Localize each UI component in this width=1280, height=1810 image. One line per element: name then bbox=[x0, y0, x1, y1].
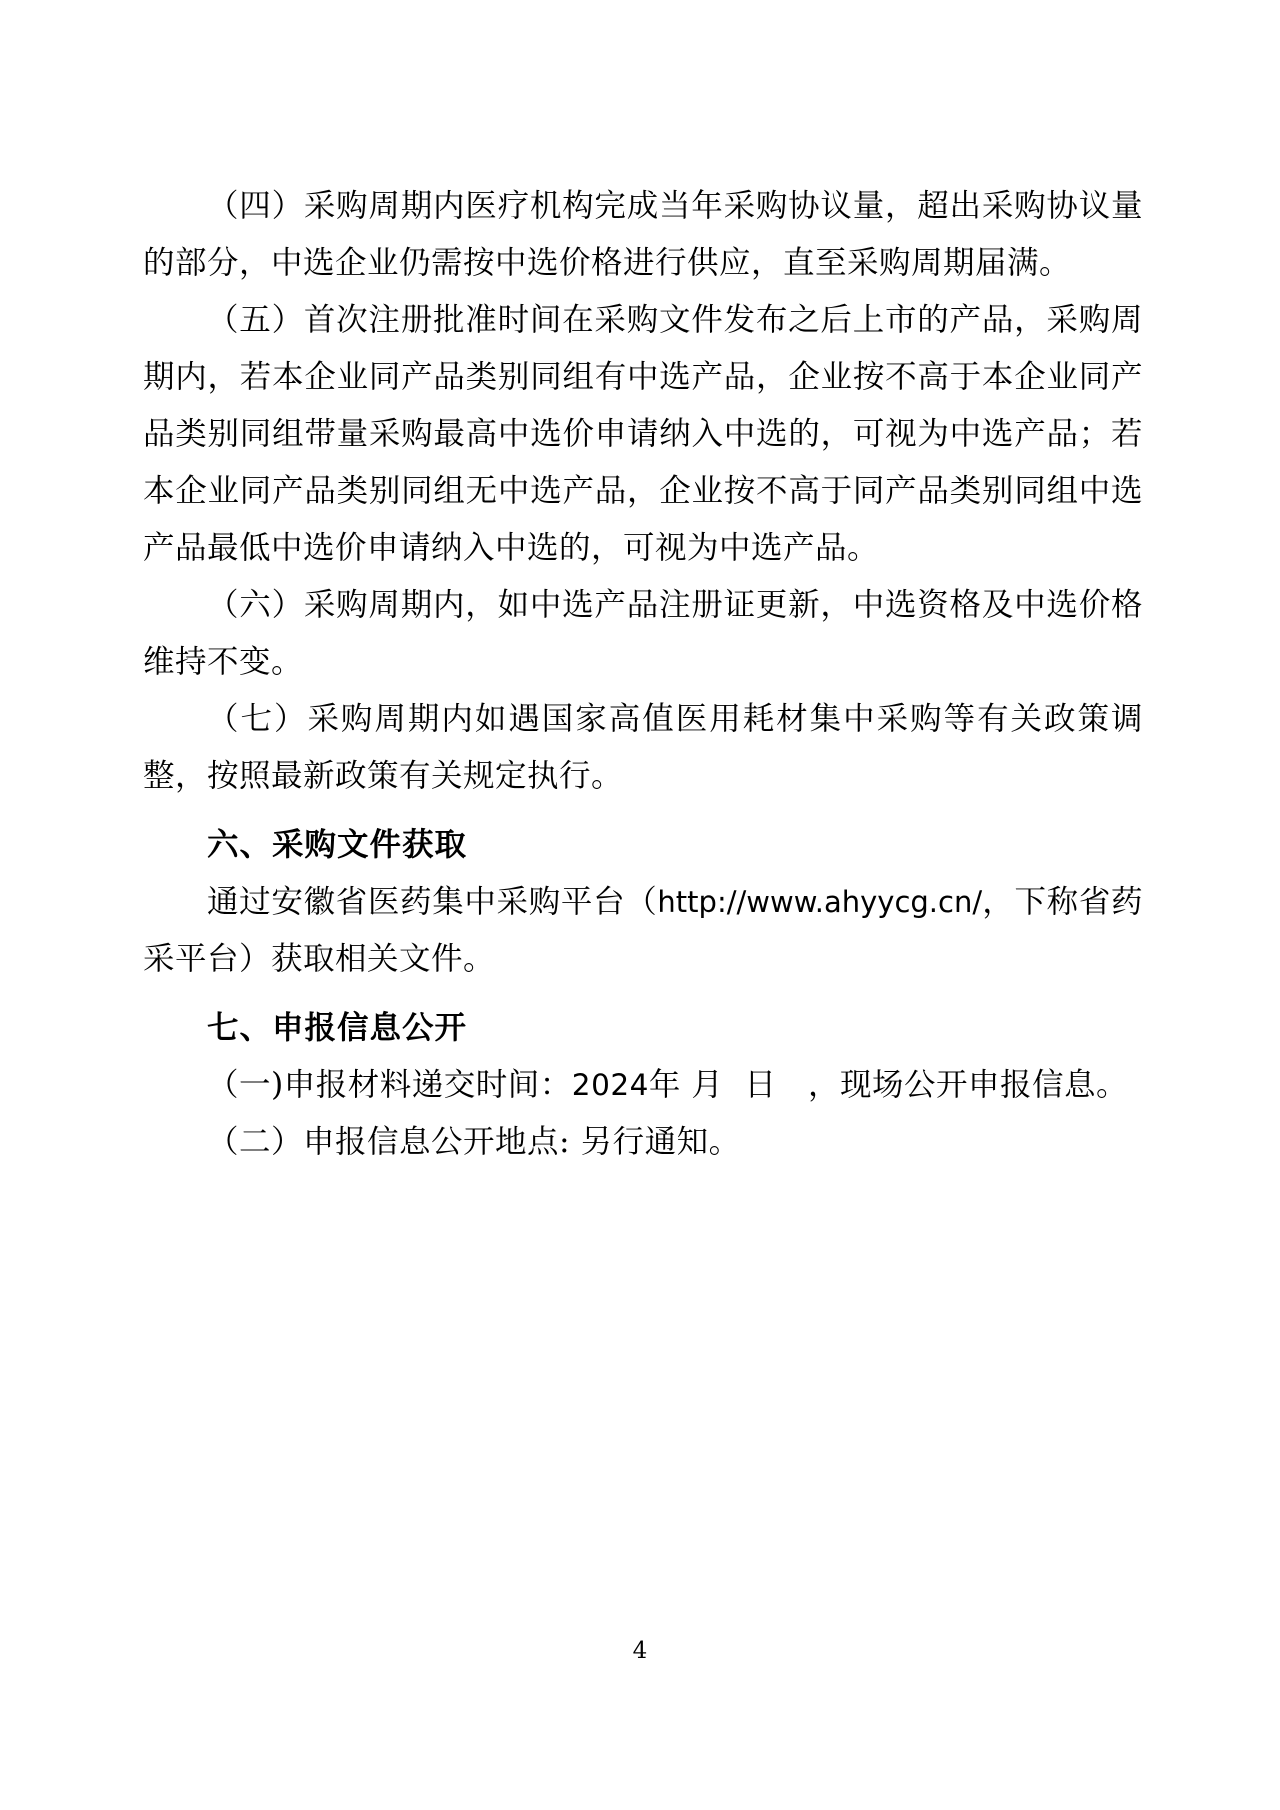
document-body bbox=[143, 178, 1143, 1171]
page-number: 4 bbox=[632, 1638, 648, 1664]
paragraph-submission-time bbox=[143, 1057, 1143, 1114]
section-heading-six: 六、采购文件获取 bbox=[207, 827, 468, 863]
paragraph-item-5: （五）首次注册批准时间在采购文件发布之后上市的产品，采购周期内，若本企业同产品类别同组有中选产品，企业按不高于本企业同产品类别同组带量采购最高中选价申请纳入中选的，可视为中选产品；若本企业同产品类别同组无中选产品，企业按不高于同产品类别同组中选产品最低中选价申请纳入中选的，可视为中选产品。 bbox=[143, 302, 1143, 566]
submission-year-value: 2024 bbox=[571, 1068, 649, 1102]
submission-day-unit: 日 bbox=[744, 1067, 777, 1103]
submission-time-prefix: （一)申报材料递交时间： bbox=[207, 1067, 572, 1103]
paragraph-item-7: （七）采购周期内如遇国家高值医用耗材集中采购等有关政策调整，按照最新政策有关规定执行。 bbox=[143, 701, 1143, 794]
platform-access-prefix: 通过安徽省医药集中采购平台（ bbox=[207, 884, 658, 920]
paragraph-disclosure-location: （二）申报信息公开地点: 另行通知。 bbox=[207, 1124, 741, 1160]
submission-time-suffix: ，现场公开申报信息。 bbox=[808, 1067, 1129, 1103]
paragraph-platform-access bbox=[143, 874, 1143, 988]
platform-url: http://www.ahyycg.cn/ bbox=[657, 885, 983, 919]
platform-access-suffix: ，下称省药采平台）获取相关文件。 bbox=[143, 884, 1143, 977]
paragraph-item-4: （四）采购周期内医疗机构完成当年采购协议量，超出采购协议量的部分，中选企业仍需按中选价格进行供应，直至采购周期届满。 bbox=[143, 188, 1143, 281]
paragraph-item-6: （六）采购周期内，如中选产品注册证更新，中选资格及中选价格维持不变。 bbox=[143, 587, 1143, 680]
submission-month-unit: 月 bbox=[691, 1067, 724, 1103]
submission-year-unit: 年 bbox=[648, 1067, 681, 1103]
section-heading-seven: 七、申报信息公开 bbox=[207, 1010, 468, 1046]
